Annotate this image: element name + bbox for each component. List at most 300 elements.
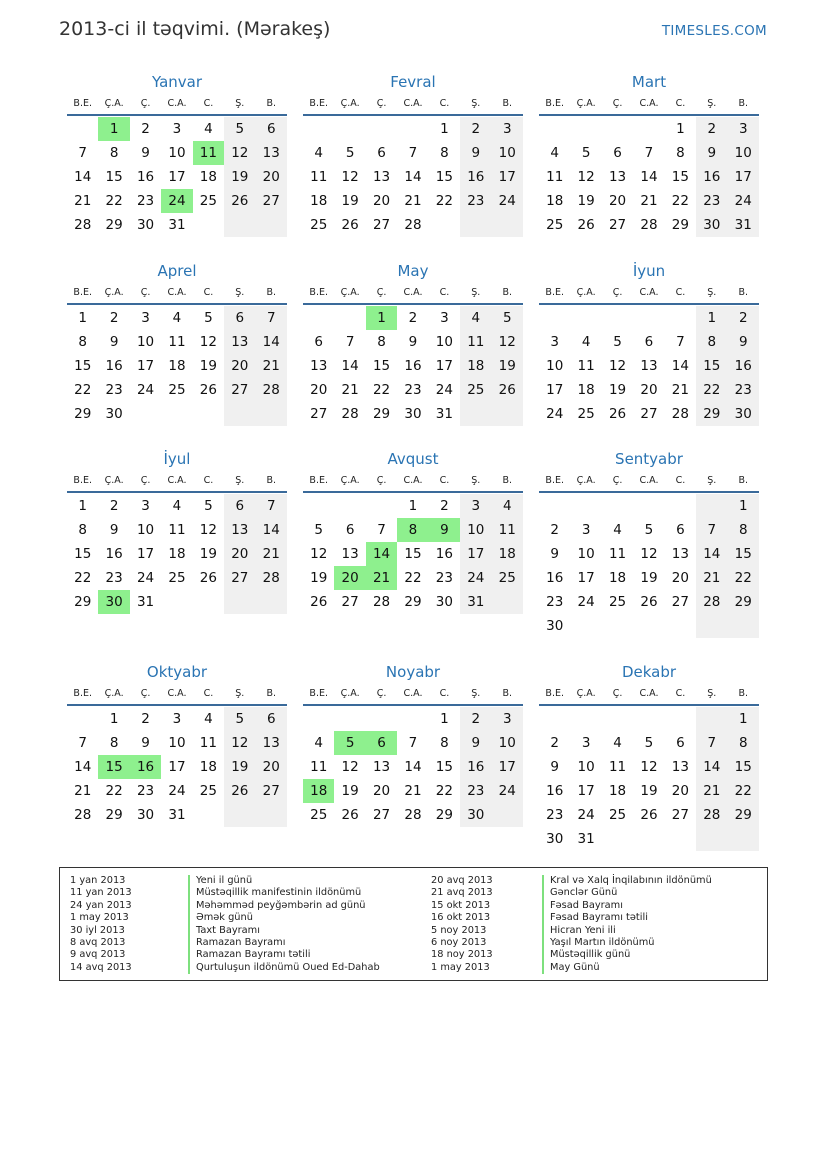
weekday-label: Ç.A. (340, 98, 360, 109)
calendar-day: 26 (492, 378, 523, 402)
empty-day (570, 306, 601, 330)
calendar-day: 12 (310, 546, 328, 562)
calendar-day: 25 (310, 217, 328, 233)
empty-day (303, 117, 334, 141)
calendar-day: 7 (644, 145, 654, 161)
empty-day (633, 306, 664, 330)
calendar-day: 14 (74, 169, 92, 185)
empty-day (193, 590, 224, 614)
calendar-day: 23 (546, 594, 564, 610)
weekday-label: B. (502, 287, 513, 298)
calendar-day: 19 (640, 783, 658, 799)
calendar-day: 21 (256, 542, 287, 566)
calendar-day: 17 (136, 358, 155, 374)
empty-day (397, 117, 428, 141)
calendar-day: 24 (460, 566, 491, 590)
empty-day (665, 614, 696, 638)
month-block (539, 449, 759, 638)
calendar-day: 28 (404, 807, 422, 823)
empty-day (334, 306, 365, 330)
calendar-day: 1 (78, 498, 87, 514)
calendar-day: 5 (492, 306, 523, 330)
brand-link[interactable]: TIMESLES.COM (661, 23, 767, 39)
calendar-day: 21 (696, 566, 727, 590)
legend-holiday-name: May Günü (542, 962, 712, 974)
month-block (539, 72, 759, 237)
calendar-day: 10 (136, 334, 155, 350)
calendar-day: 4 (204, 121, 213, 137)
calendar-day: 9 (550, 759, 559, 775)
month-name: Noyabr (385, 663, 441, 681)
month-name: Aprel (157, 262, 197, 280)
empty-day (334, 707, 365, 731)
empty-day (224, 590, 255, 614)
legend-date: 11 yan 2013 (70, 887, 132, 899)
calendar-day: 15 (74, 546, 92, 562)
calendar-day: 13 (256, 141, 287, 165)
calendar-day: 10 (492, 731, 523, 755)
weekday-label: B.E. (545, 688, 564, 699)
calendar-day: 26 (640, 594, 658, 610)
calendar-day: 18 (492, 542, 523, 566)
weekday-label: Ş. (235, 688, 245, 699)
legend-holiday-name: Ramazan Bayramı (188, 937, 380, 949)
calendar-day: 4 (204, 711, 213, 727)
calendar-day: 20 (224, 354, 255, 378)
calendar-day: 24 (168, 783, 186, 799)
calendar-day: 14 (404, 759, 422, 775)
holiday-day: 21 (366, 566, 397, 590)
calendar-day: 15 (728, 542, 759, 566)
calendar-day: 1 (696, 306, 727, 330)
calendar-day: 10 (435, 334, 453, 350)
calendar-day: 16 (460, 755, 491, 779)
calendar-day: 23 (435, 570, 453, 586)
weekday-header (303, 281, 523, 305)
calendar-day: 27 (608, 217, 627, 233)
calendar-day: 14 (696, 542, 727, 566)
legend-date: 1 may 2013 (431, 961, 490, 973)
empty-day (633, 707, 664, 731)
page-title: 2013-ci il təqvimi. (Mərakeş) (59, 18, 331, 40)
calendar-day: 16 (136, 169, 155, 185)
weekday-label: B. (266, 98, 277, 109)
weekday-label: B. (738, 287, 749, 298)
calendar-day: 1 (440, 121, 449, 137)
weekday-label: Ç.A. (340, 287, 360, 298)
weekday-label: B.E. (309, 475, 328, 486)
calendar-day: 17 (728, 165, 759, 189)
weekday-label: B.E. (545, 98, 564, 109)
holiday-day: 14 (366, 542, 397, 566)
calendar-day: 23 (546, 807, 564, 823)
calendar-day: 16 (728, 354, 759, 378)
calendar-day: 1 (109, 711, 119, 727)
calendar-day: 3 (141, 498, 150, 514)
holiday-day: 30 (98, 590, 129, 614)
calendar-day: 26 (310, 594, 328, 610)
calendar-day: 13 (608, 169, 627, 185)
legend-date: 14 avq 2013 (70, 961, 132, 973)
calendar-day: 17 (577, 570, 595, 586)
calendar-day: 16 (435, 546, 453, 562)
calendar-day: 29 (74, 594, 92, 610)
calendar-day: 24 (136, 570, 155, 586)
calendar-day: 25 (310, 807, 328, 823)
calendar-day: 28 (640, 217, 658, 233)
empty-day (633, 117, 664, 141)
calendar-day: 13 (671, 759, 689, 775)
weekday-label: C. (203, 98, 214, 109)
weekday-label: B.E. (73, 688, 92, 699)
calendar-day: 31 (577, 831, 595, 847)
calendar-day: 9 (460, 731, 491, 755)
calendar-day: 13 (372, 759, 391, 775)
empty-day (696, 614, 727, 638)
holiday-day: 24 (161, 189, 192, 213)
calendar-day: 21 (256, 354, 287, 378)
calendar-day: 19 (577, 193, 595, 209)
calendar-day: 11 (577, 358, 595, 374)
calendar-day: 7 (696, 731, 727, 755)
weekday-label: B.E. (545, 287, 564, 298)
calendar-day: 6 (256, 117, 287, 141)
calendar-day: 20 (372, 193, 391, 209)
weekday-header (67, 281, 287, 305)
weekday-label: Ş. (707, 287, 717, 298)
weekday-label: Ç. (612, 475, 623, 486)
calendar-day: 28 (256, 378, 287, 402)
calendar-day: 8 (377, 334, 386, 350)
calendar-day: 14 (640, 169, 658, 185)
empty-day (334, 494, 365, 518)
calendar-day: 1 (728, 707, 759, 731)
calendar-day: 12 (640, 759, 658, 775)
weekday-label: B. (738, 98, 749, 109)
calendar-day: 29 (105, 217, 123, 233)
calendar-day: 12 (341, 759, 359, 775)
empty-day (397, 707, 428, 731)
calendar-day: 20 (671, 783, 689, 799)
calendar-day: 9 (141, 145, 150, 161)
legend-holiday-name: Yeni il günü (188, 875, 380, 887)
calendar-day: 13 (256, 731, 287, 755)
calendar-day: 13 (224, 330, 255, 354)
weekday-label: Ş. (235, 98, 245, 109)
month-block (303, 72, 523, 237)
legend-names-right (542, 875, 712, 974)
calendar-day: 30 (435, 594, 453, 610)
calendar-day: 9 (696, 141, 727, 165)
calendar-day: 8 (728, 518, 759, 542)
calendar-day: 13 (224, 518, 255, 542)
calendar-day: 29 (696, 402, 727, 426)
legend-holiday-name: Yaşıl Martın ildönümü (542, 937, 712, 949)
weekday-label: B.E. (545, 475, 564, 486)
calendar-day: 25 (199, 783, 217, 799)
calendar-day: 15 (404, 546, 422, 562)
weekday-label: Ş. (471, 688, 481, 699)
calendar-day: 29 (74, 406, 92, 422)
calendar-day: 17 (492, 165, 523, 189)
calendar-day: 21 (74, 193, 92, 209)
calendar-day: 4 (314, 145, 323, 161)
legend-date: 1 yan 2013 (70, 875, 126, 886)
calendar-day: 27 (640, 406, 658, 422)
month-block (67, 662, 287, 827)
month-block (303, 662, 523, 827)
weekday-label: C. (203, 287, 214, 298)
calendar-day: 22 (404, 570, 422, 586)
calendar-day: 16 (546, 570, 564, 586)
calendar-day: 21 (640, 193, 658, 209)
calendar-day: 3 (492, 707, 523, 731)
empty-day (256, 590, 287, 614)
calendar-day: 24 (728, 189, 759, 213)
legend-date: 20 avq 2013 (431, 875, 493, 886)
empty-day (303, 494, 334, 518)
calendar-day: 21 (404, 193, 422, 209)
calendar-day: 6 (224, 306, 255, 330)
calendar-day: 31 (435, 406, 453, 422)
calendar-day: 18 (608, 570, 627, 586)
calendar-day: 2 (440, 498, 449, 514)
holiday-day: 9 (429, 518, 460, 542)
calendar-day: 26 (224, 189, 255, 213)
weekday-label: B.E. (309, 287, 328, 298)
day-grid (67, 305, 287, 426)
calendar-day: 19 (310, 570, 328, 586)
weekday-header (67, 682, 287, 706)
calendar-day: 7 (696, 518, 727, 542)
legend-holiday-name: Əmək günü (188, 912, 380, 924)
calendar-day: 3 (460, 494, 491, 518)
weekday-label: C.A. (167, 98, 187, 109)
weekday-label: Ç. (376, 287, 387, 298)
calendar-day: 4 (172, 310, 182, 326)
weekday-label: B. (266, 475, 277, 486)
calendar-day: 1 (440, 711, 449, 727)
calendar-day: 14 (696, 755, 727, 779)
calendar-day: 29 (404, 594, 422, 610)
calendar-day: 16 (696, 165, 727, 189)
calendar-day: 9 (728, 330, 759, 354)
calendar-day: 24 (435, 382, 453, 398)
calendar-day: 5 (224, 117, 255, 141)
empty-day (460, 213, 491, 237)
holiday-day: 1 (98, 117, 129, 141)
legend-date: 15 okt 2013 (431, 899, 491, 911)
calendar-day: 3 (492, 117, 523, 141)
weekday-header (67, 469, 287, 493)
calendar-day: 4 (550, 145, 559, 161)
calendar-day: 26 (341, 217, 359, 233)
weekday-label: B. (266, 688, 277, 699)
calendar-day: 31 (728, 213, 759, 237)
calendar-day: 20 (640, 382, 658, 398)
holiday-day: 18 (303, 779, 334, 803)
day-grid (539, 493, 759, 638)
calendar-day: 27 (671, 594, 689, 610)
calendar-day: 20 (671, 570, 689, 586)
calendar-day: 17 (435, 358, 453, 374)
day-grid (303, 706, 523, 827)
calendar-day: 3 (550, 334, 559, 350)
calendar-day: 5 (204, 310, 213, 326)
calendar-day: 3 (172, 121, 182, 137)
calendar-day: 26 (224, 779, 255, 803)
weekday-label: Ç. (376, 98, 387, 109)
calendar-day: 23 (105, 570, 123, 586)
calendar-day: 11 (608, 546, 627, 562)
month-block (303, 449, 523, 614)
holiday-day: 8 (397, 518, 428, 542)
calendar-day: 30 (136, 217, 155, 233)
empty-day (570, 707, 601, 731)
weekday-header (303, 92, 523, 116)
calendar-day: 6 (676, 522, 685, 538)
calendar-day: 13 (671, 546, 689, 562)
calendar-day: 22 (435, 783, 453, 799)
calendar-day: 20 (310, 382, 328, 398)
weekday-label: C.A. (639, 287, 659, 298)
calendar-day: 7 (377, 522, 386, 538)
calendar-day: 23 (460, 189, 491, 213)
calendar-day: 3 (141, 310, 150, 326)
calendar-day: 8 (696, 330, 727, 354)
calendar-day: 17 (168, 169, 186, 185)
calendar-day: 30 (136, 807, 155, 823)
calendar-day: 29 (105, 807, 123, 823)
month-name: May (397, 262, 429, 280)
legend-holiday-name: Qurtuluşun ildönümü Oued Ed-Dahab (188, 962, 380, 974)
calendar-day: 2 (408, 310, 418, 326)
calendar-day: 12 (224, 731, 255, 755)
legend-date: 5 noy 2013 (431, 924, 487, 936)
weekday-label: C. (439, 688, 450, 699)
day-grid (67, 116, 287, 237)
empty-day (492, 590, 523, 614)
calendar-day: 24 (492, 189, 523, 213)
calendar-day: 14 (404, 169, 422, 185)
calendar-day: 22 (435, 193, 453, 209)
empty-day (602, 306, 633, 330)
calendar-day: 11 (168, 522, 186, 538)
legend-date: 18 noy 2013 (431, 949, 493, 961)
calendar-day: 2 (141, 121, 150, 137)
calendar-day: 9 (460, 141, 491, 165)
calendar-day: 17 (577, 783, 595, 799)
calendar-day: 31 (136, 594, 155, 610)
weekday-header (303, 682, 523, 706)
calendar-day: 27 (372, 807, 391, 823)
calendar-day: 18 (460, 354, 491, 378)
calendar-day: 10 (168, 735, 186, 751)
empty-day (130, 402, 161, 426)
weekday-label: B.E. (73, 287, 92, 298)
weekday-label: C. (675, 287, 686, 298)
weekday-label: Ş. (235, 287, 245, 298)
empty-day (161, 590, 192, 614)
holiday-day: 11 (193, 141, 224, 165)
legend-holiday-name: Fəsad Bayramı tətili (542, 912, 712, 924)
day-grid (303, 493, 523, 614)
calendar-day: 15 (435, 759, 453, 775)
calendar-day: 21 (671, 382, 689, 398)
weekday-label: B. (738, 475, 749, 486)
weekday-label: C.A. (167, 287, 187, 298)
weekday-header (303, 469, 523, 493)
empty-day (602, 827, 633, 851)
weekday-label: C. (203, 688, 214, 699)
calendar-day: 8 (676, 145, 685, 161)
weekday-label: Ç.A. (104, 287, 124, 298)
calendar-day: 8 (78, 334, 87, 350)
calendar-day: 28 (696, 590, 727, 614)
calendar-day: 25 (546, 217, 564, 233)
calendar-day: 11 (168, 334, 186, 350)
calendar-day: 12 (608, 358, 627, 374)
day-grid (539, 706, 759, 851)
calendar-day: 27 (671, 807, 689, 823)
calendar-day: 5 (224, 707, 255, 731)
calendar-day: 29 (671, 217, 689, 233)
calendar-day: 9 (141, 735, 150, 751)
calendar-day: 6 (644, 334, 654, 350)
calendar-day: 16 (105, 358, 123, 374)
calendar-day: 4 (613, 522, 622, 538)
weekday-label: B.E. (309, 98, 328, 109)
calendar-day: 9 (109, 522, 119, 538)
calendar-day: 11 (492, 518, 523, 542)
calendar-day: 27 (341, 594, 359, 610)
weekday-header (539, 92, 759, 116)
calendar-day: 15 (372, 358, 391, 374)
calendar-day: 19 (224, 165, 255, 189)
calendar-day: 7 (408, 735, 418, 751)
calendar-day: 22 (696, 378, 727, 402)
calendar-day: 5 (644, 522, 654, 538)
calendar-day: 5 (345, 145, 355, 161)
legend-holiday-name: Fəsad Bayramı (542, 900, 712, 912)
calendar-day: 15 (728, 755, 759, 779)
calendar-day: 26 (640, 807, 658, 823)
calendar-day: 8 (109, 735, 119, 751)
calendar-day: 7 (78, 735, 87, 751)
empty-day (570, 117, 601, 141)
weekday-label: B. (738, 688, 749, 699)
calendar-day: 24 (492, 779, 523, 803)
weekday-label: C. (439, 475, 450, 486)
month-name: İyul (163, 450, 191, 468)
legend-date: 8 avq 2013 (70, 936, 126, 948)
holiday-day: 6 (366, 731, 397, 755)
calendar-day: 11 (546, 169, 564, 185)
calendar-day: 7 (256, 494, 287, 518)
calendar-day: 3 (581, 735, 591, 751)
calendar-day: 20 (256, 165, 287, 189)
weekday-header (539, 281, 759, 305)
calendar-day: 4 (460, 306, 491, 330)
empty-day (193, 213, 224, 237)
calendar-day: 9 (109, 334, 119, 350)
legend-date: 9 avq 2013 (70, 949, 126, 961)
empty-day (161, 402, 192, 426)
calendar-day: 9 (550, 546, 559, 562)
weekday-label: Ş. (471, 287, 481, 298)
calendar-day: 10 (460, 518, 491, 542)
calendar-day: 15 (671, 169, 689, 185)
